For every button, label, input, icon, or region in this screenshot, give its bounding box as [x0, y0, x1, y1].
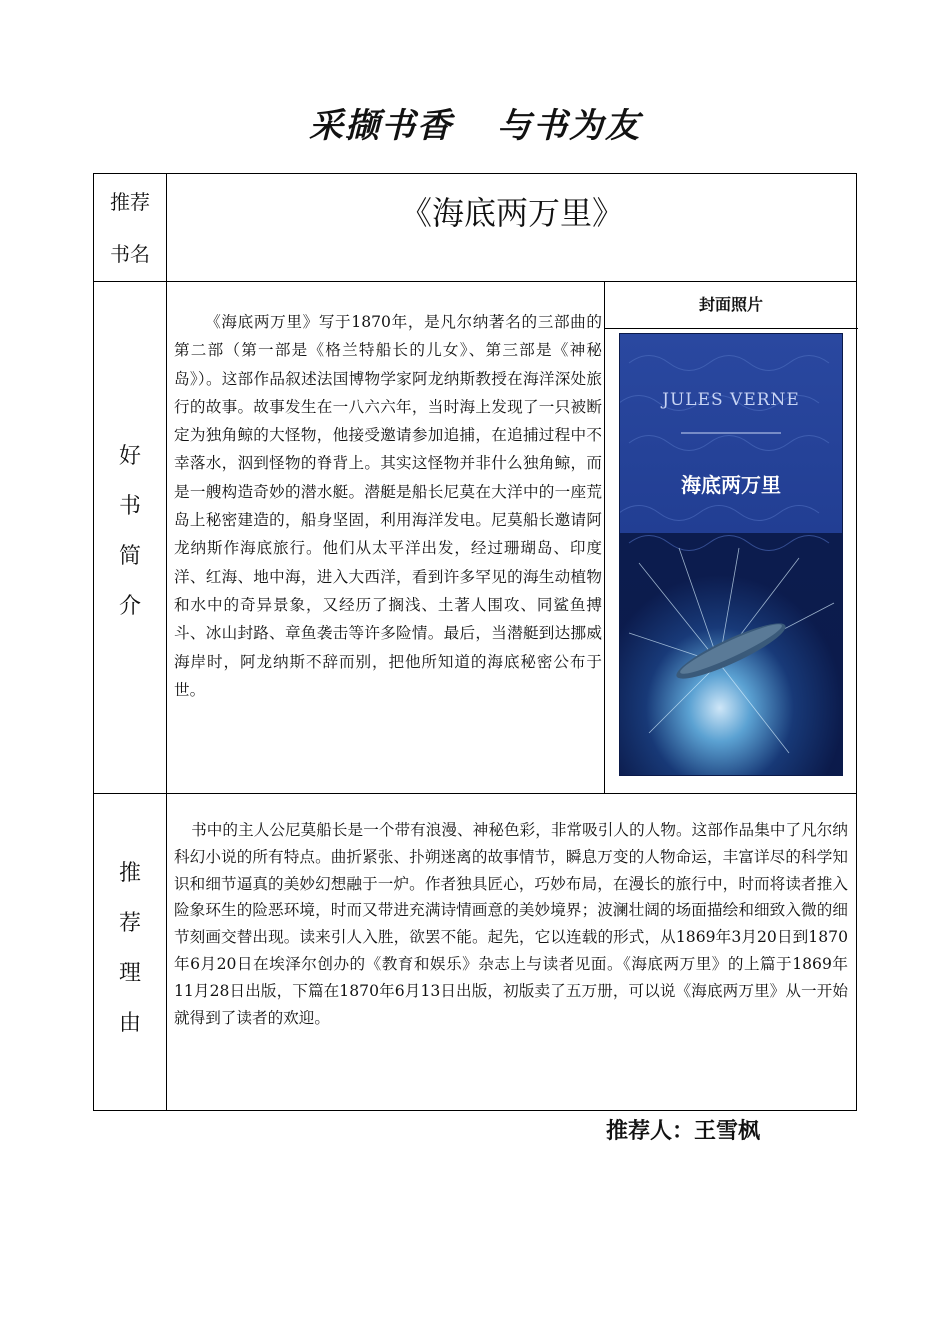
- intro-label: 好 书 简 介: [118, 444, 141, 619]
- book-title-label: 推荐 书名: [110, 189, 150, 266]
- cover-label: 封面照片: [698, 295, 763, 314]
- intro-text: 《海底两万里》写于1870年，是凡尔纳著名的三部曲的第二部（第一部是《格兰特船长的儿女》、第三部是《神秘岛》）。这部作品叙述法国博物学家阿龙纳斯教授在海洋深处旅行的故事。故事发生在一八六六年，当时海上发现了一只被断定为独角鲸的大怪物，他接受邀请参加追捕，在追捕过程中不幸落水，泅到怪物的脊背上。其实这怪物并非什么独角鲸，而是一艘构造奇妙的潜水艇。潜艇是船长尼莫在大洋中的一座荒岛上秘密建造的，船身坚固，利用海洋发电。尼莫船长邀请阿龙纳斯作海底旅行。他们从太平洋出发，经过珊瑚岛、印度洋、红海、地中海，进入大西洋，看到许多罕见的海生动植物和水中的奇异景象，又经历了搁浅、土著人围攻、同鲨鱼搏斗、冰山封路、章鱼袭击等许多险情。最后，当潜艇到达挪威海岸时，阿龙纳斯不辞而别，把他所知道的海底秘密公布于世。: [174, 313, 602, 699]
- book-cover-image: [619, 333, 843, 776]
- row-divider: [94, 793, 856, 794]
- recommender: 推荐人：王雪枫: [606, 1119, 761, 1144]
- page-title: [0, 98, 950, 147]
- column-divider: [166, 174, 167, 1111]
- book-title: 《海底两万里》: [399, 194, 624, 232]
- title-right: 与书为友: [497, 106, 641, 146]
- cover-title: 海底两万里: [681, 473, 781, 497]
- cell-divider: [604, 328, 858, 329]
- reason-label: 推 荐 理 由: [118, 861, 141, 1036]
- title-left: 采撷书香: [309, 106, 453, 146]
- cover-author: JULES VERNE: [662, 390, 800, 410]
- reason-text: 书中的主人公尼莫船长是一个带有浪漫、神秘色彩，非常吸引人的人物。这部作品集中了凡尔纳科幻小说的所有特点。曲折紧张、扑朔迷离的故事情节，瞬息万变的人物命运，丰富详尽的科学知识和细节逼真的美妙幻想融于一炉。作者独具匠心，巧妙布局，在漫长的旅行中，时而将读者推入险象环生的险恶环境，时而又带进充满诗情画意的美妙境界；波澜壮阔的场面描绘和细致入微的细节刻画交替出现。读来引人入胜，欲罢不能。起先，它以连载的形式，从1869年3月20日到1870年6月20日在埃泽尔创办的《教育和娱乐》杂志上与读者见面。《海底两万里》的上篇于1869年11月28日出版，下篇在1870年6月13日出版，初版卖了五万册，可以说《海底两万里》从一开始就得到了读者的欢迎。: [174, 821, 848, 1027]
- row-divider: [94, 281, 856, 282]
- recommendation-table: [93, 173, 857, 1111]
- column-divider: [604, 281, 605, 793]
